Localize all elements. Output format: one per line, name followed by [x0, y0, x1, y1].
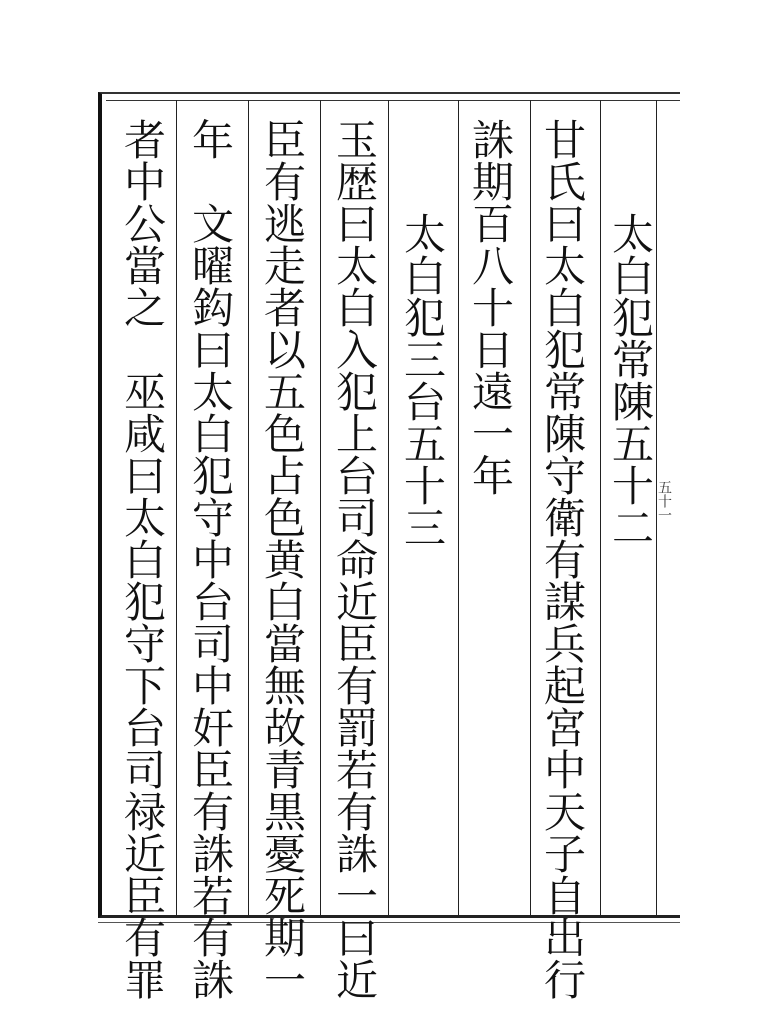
- margin-fold-label: 五十一: [656, 480, 672, 522]
- column-rule: [600, 100, 601, 916]
- column-rule: [248, 100, 249, 916]
- text-column-2: 甘氏曰太白犯常陳守衛有謀兵起宮中天子自出行: [538, 118, 587, 1000]
- text-column-1: 太白犯常陳五十二: [606, 212, 655, 548]
- column-rule: [458, 100, 459, 916]
- column-rule: [530, 100, 531, 916]
- column-rule: [388, 100, 389, 916]
- text-column-8: 者中公當之 巫咸曰太白犯守下台司禄近臣有罪: [118, 118, 167, 1000]
- frame-top-inner-rule: [106, 100, 680, 101]
- text-column-5: 玉歴曰太白入犯上台司命近臣有罰若有誅一曰近: [330, 118, 379, 1000]
- text-column-7: 年 文曜鈎曰太白犯守中台司中奸臣有誅若有誅: [186, 118, 235, 1000]
- text-column-6: 臣有逃走者以五色占色黄白當無故青黒憂死期一: [258, 118, 307, 1000]
- text-column-3: 誅期百八十日遠一年: [466, 118, 515, 496]
- text-column-4: 太白犯三台五十三: [398, 212, 447, 548]
- column-rule: [320, 100, 321, 916]
- column-rule: [176, 100, 177, 916]
